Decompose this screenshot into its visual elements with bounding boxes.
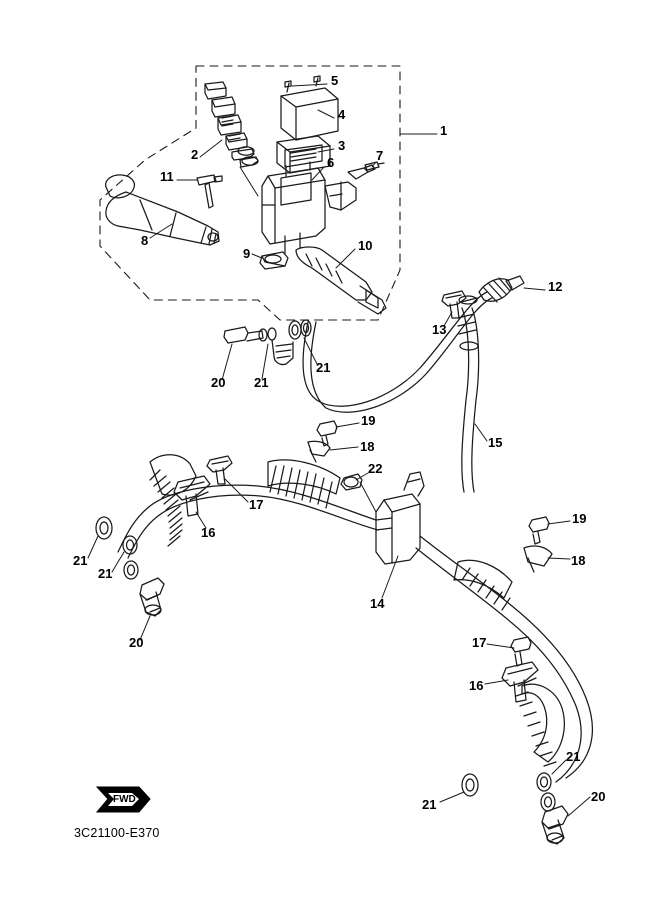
- callout-21-bottom-right-right: 21: [566, 749, 581, 764]
- callout-9: 9: [243, 246, 251, 261]
- callout-6: 6: [327, 155, 335, 170]
- callout-4: 4: [338, 107, 346, 122]
- callout-21-cylinder-left: 21: [254, 375, 269, 390]
- diagram-part-code: 3C21100-E370: [74, 826, 160, 840]
- callout-20-upper-left: 20: [211, 375, 226, 390]
- callout-21-bottom-right-left: 21: [422, 797, 437, 812]
- callout-18-upper: 18: [360, 439, 375, 454]
- callout-22: 22: [368, 461, 383, 476]
- callout-14: 14: [370, 596, 385, 611]
- callout-17-lower: 17: [472, 635, 487, 650]
- callout-10: 10: [358, 238, 373, 253]
- callout-16-upper: 16: [201, 525, 216, 540]
- callout-21-cylinder-right: 21: [316, 360, 331, 375]
- callout-20-lower-left: 20: [129, 635, 144, 650]
- callout-17-upper: 17: [249, 497, 264, 512]
- callout-21-lower-left-upper: 21: [73, 553, 88, 568]
- callout-13: 13: [432, 322, 447, 337]
- callout-19-upper: 19: [361, 413, 376, 428]
- callout-19-lower: 19: [572, 511, 587, 526]
- fwd-direction-label: FWD: [113, 794, 136, 805]
- callout-21-lower-left-lower: 21: [98, 566, 113, 581]
- callout-2: 2: [191, 147, 199, 162]
- callout-3: 3: [338, 138, 346, 153]
- callout-8: 8: [141, 233, 149, 248]
- callout-20-lower-right: 20: [591, 789, 606, 804]
- callout-12: 12: [548, 279, 563, 294]
- callout-11: 11: [160, 169, 174, 184]
- callout-18-lower: 18: [571, 553, 586, 568]
- callout-15: 15: [488, 435, 503, 450]
- callout-16-lower: 16: [469, 678, 484, 693]
- callout-1: 1: [440, 123, 448, 138]
- callout-5: 5: [331, 73, 339, 88]
- callout-7: 7: [376, 148, 384, 163]
